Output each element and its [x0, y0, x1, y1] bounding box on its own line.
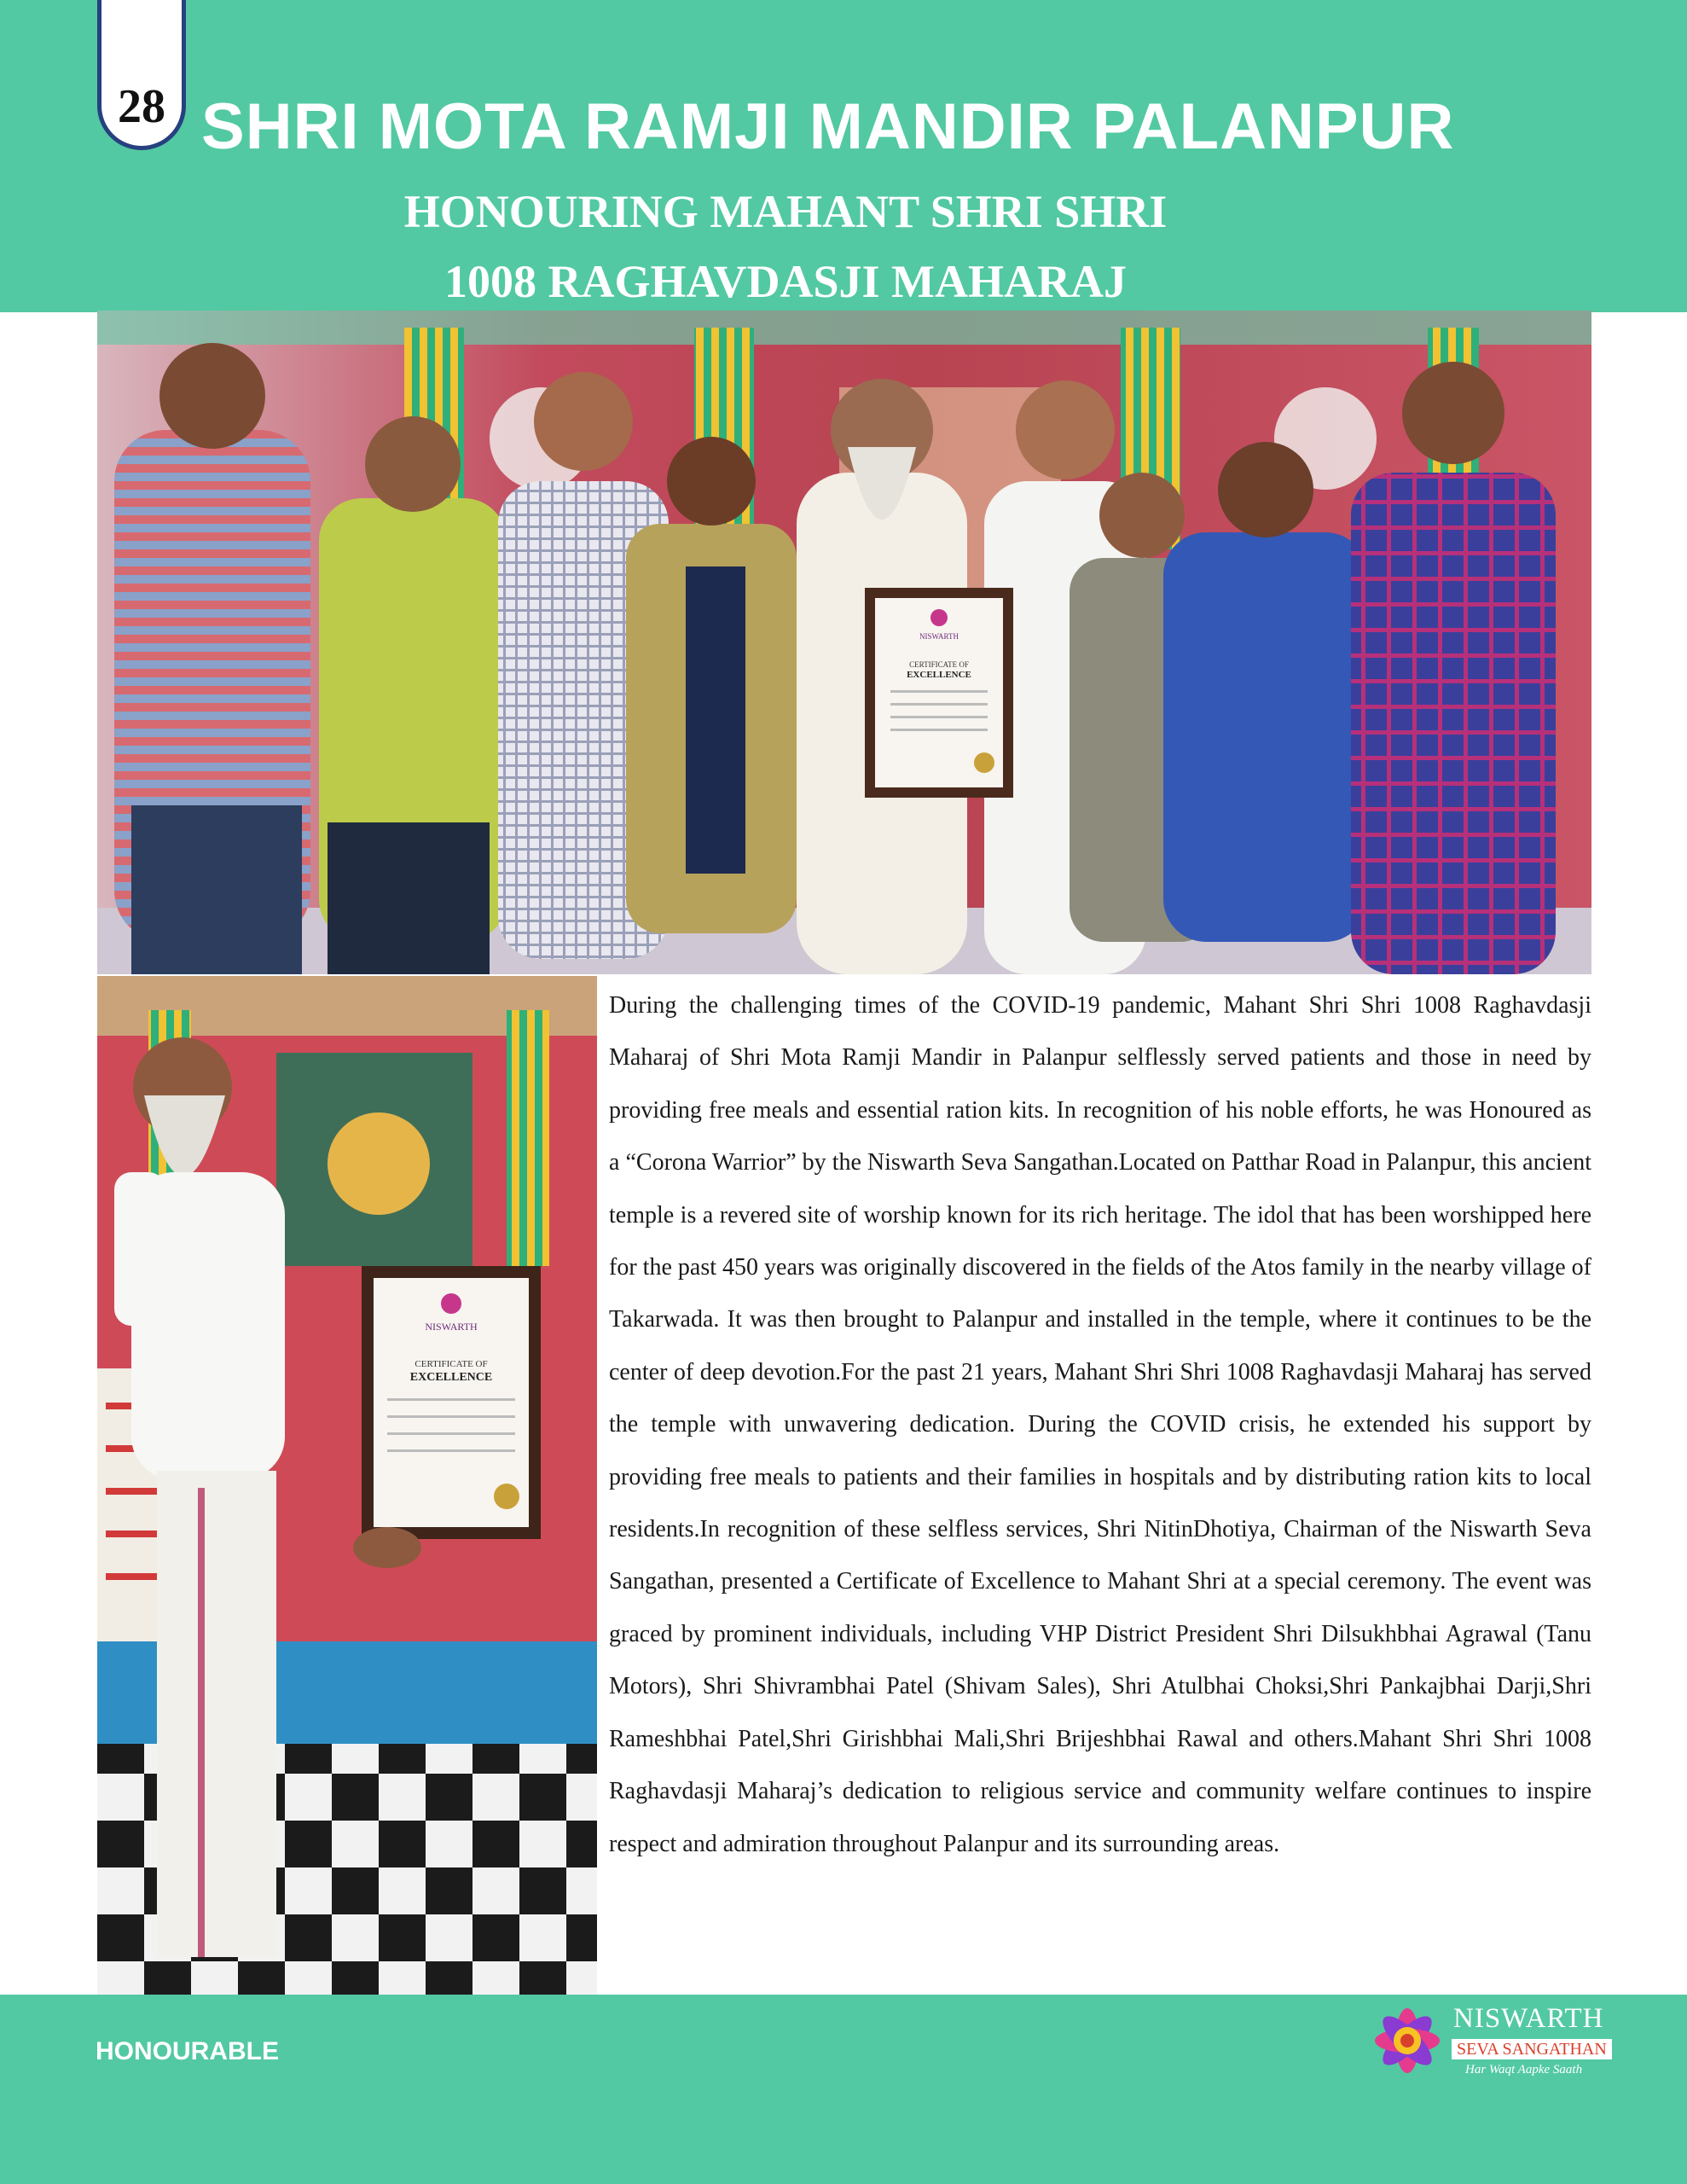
lotus-icon [1365, 1996, 1450, 2085]
group-certificate-photo [97, 311, 1591, 974]
page-subtitle-line-2: 1008 RAGHAVDASJI MAHARAJ [443, 256, 1128, 307]
logo-name: NISWARTH [1453, 2003, 1604, 2034]
portrait-certificate-heading-text: CERTIFICATE OF [415, 1359, 488, 1369]
certificate-org-text: NISWARTH [919, 632, 959, 641]
certificate-frame-group [865, 588, 1013, 798]
certificate-frame-portrait [362, 1266, 541, 1539]
certificate-heading-text: CERTIFICATE OF [909, 660, 969, 669]
page-subtitle-line-1: HONOURING MAHANT SHRI SHRI [403, 186, 1168, 237]
page-title: SHRI MOTA RAMJI MANDIR PALANPUR [201, 90, 1455, 163]
portrait-certificate-heading2-text: EXCELLENCE [409, 1371, 493, 1384]
niswarth-logo [1365, 1996, 1607, 2085]
portrait-certificate-org-text: NISWARTH [425, 1321, 478, 1333]
section-label: HONOURABLE [96, 2037, 279, 2065]
mahant-portrait-photo [97, 976, 597, 1995]
certificate-heading2-text: EXCELLENCE [907, 670, 971, 680]
page-number-tab [97, 0, 186, 150]
article-body: During the challenging times of the COVID-19 pandemic, Mahant Shri Shri 1008 Raghavdasji Maharaj of Shri Mota Ramji Mandir in Palanpur selflessly served patients and those in need by providing free meals and essential ration kits. In recognition of his noble efforts, he was Honoured as a “Corona Warrior” by the Niswarth Seva Sangathan.Located on Patthar Road in Palanpur, this ancient temple is a revered site of worship known for its rich heritage. The idol that has been worshipped here for the past 450 years was originally discovered in the fields of the Atos family in the nearby village of Takarwada. It was then brought to Palanpur and installed in the temple, where it continues to be the center of deep devotion.For the past 21 years, Mahant Shri Shri 1008 Raghavdasji Maharaj has served the temple with unwavering dedication. During the COVID crisis, he extended his support by providing free meals to patients and their families in hospitals and by distributing ration kits to local residents.In recognition of these selfless services, Shri NitinDhotiya, Chairman of the Niswarth Seva Sangathan, presented a Certificate of Excellence to Mahant Shri at a special ceremony. The event was graced by prominent individuals, including VHP District President Shri Dilsukhbhai Agrawal (Tanu Motors), Shri Shivrambhai Patel (Shivam Sales), Shri Atulbhai Choksi,Shri Pankajbhai Darji,Shri Rameshbhai Patel,Shri Girishbhai Mali,Shri Brijeshbhai Rawal and others.Mahant Shri Shri 1008 Raghavdasji Maharaj’s dedication to religious service and community welfare continues to inspire respect and admiration throughout Palanpur and its surrounding areas. [609, 992, 1591, 1857]
page-number: 28 [118, 80, 165, 133]
logo-subtitle: SEVA SANGATHAN [1452, 2039, 1612, 2059]
logo-tagline: Har Waqt Aapke Saath [1465, 2063, 1583, 2077]
